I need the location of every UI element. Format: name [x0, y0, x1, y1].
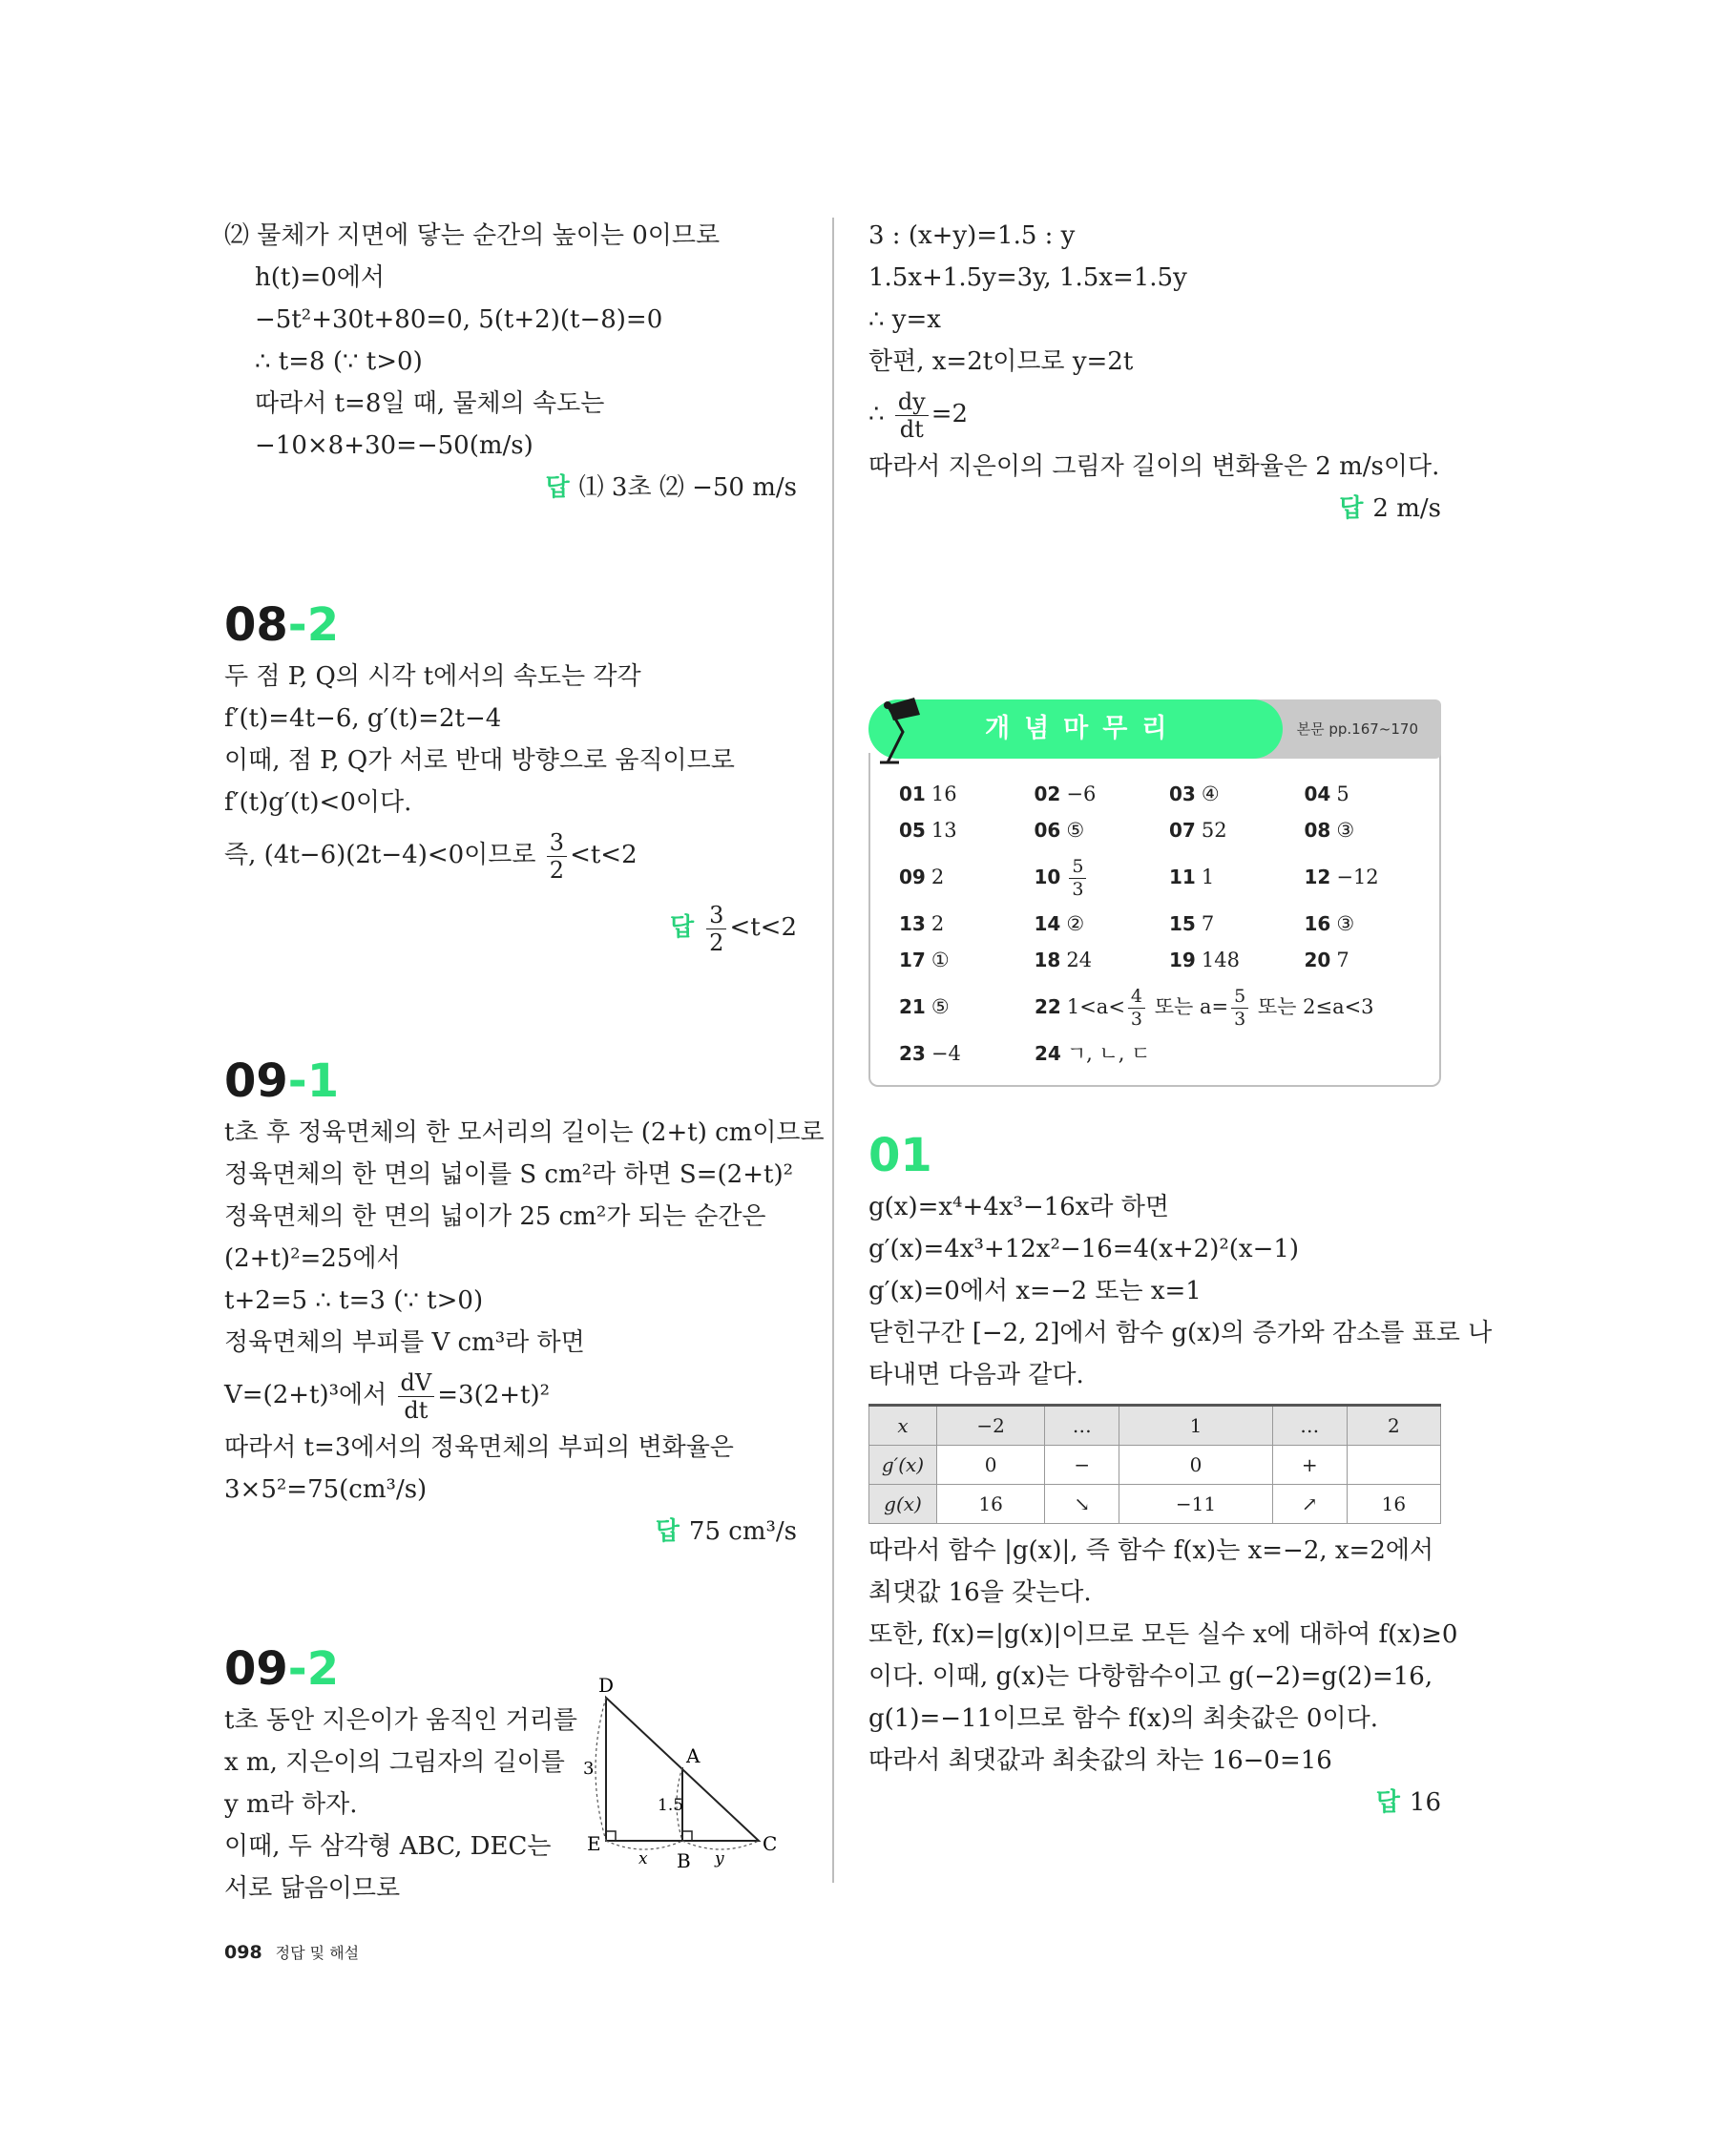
table-cell: − [1045, 1446, 1119, 1485]
text-line: 정육면체의 한 면의 넓이를 S cm²라 하면 S=(2+t)² [224, 1160, 794, 1189]
item-number: 02 [1034, 782, 1061, 805]
summary-item [899, 776, 1035, 812]
answer-line [224, 467, 797, 509]
item-answer: 또는 2≤a<3 [1257, 995, 1374, 1018]
text-line: y m라 하자. [224, 1790, 358, 1819]
text-fragment: 즉, (4t−6)(2t−4)<0이므로 [224, 841, 536, 869]
text-line: x m, 지은이의 그림자의 길이를 [224, 1748, 565, 1777]
answer-mark: 답 [1339, 494, 1364, 523]
fraction [1231, 988, 1248, 1029]
text-line-fraction [868, 383, 1441, 446]
numerator: 3 [547, 831, 567, 857]
table-cell: 0 [937, 1446, 1045, 1485]
label-e: E [587, 1832, 601, 1855]
answer-line [224, 1511, 797, 1553]
section-01 [868, 1125, 1493, 1824]
item-answer: ⑤ [931, 995, 950, 1018]
section-title [868, 1125, 1441, 1186]
summary-item [1169, 848, 1305, 906]
summary-item [1035, 776, 1170, 812]
denominator: 2 [549, 856, 565, 884]
label-height-3: 3 [583, 1759, 595, 1779]
text-line: g(x)=x⁴+4x³−16x라 하면 [868, 1193, 1170, 1221]
summary-row [899, 942, 1439, 978]
text-fragment: V=(2+t)³에서 [224, 1381, 387, 1409]
item-answer: ⑤ [1066, 819, 1085, 842]
denominator: dt [899, 415, 924, 443]
item-number: 06 [1034, 819, 1061, 842]
summary-body [868, 753, 1441, 1087]
text-line: 1.5x+1.5y=3y, 1.5x=1.5y [868, 263, 1187, 292]
fraction [706, 901, 726, 956]
item-number: 16 [1304, 912, 1331, 935]
item-number: 19 [1169, 949, 1196, 971]
table-cell: x [869, 1406, 937, 1446]
item-number: 07 [1169, 819, 1196, 842]
summary-item [899, 978, 1035, 1035]
fraction [547, 828, 567, 884]
text-line: g′(x)=0에서 x=−2 또는 x=1 [868, 1277, 1202, 1305]
answer-text: ⑴ 3초 ⑵ −50 m/s [578, 473, 797, 502]
item-answer: 1<a< [1066, 995, 1125, 1018]
summary-item [1035, 1035, 1170, 1072]
text-line: −10×8+30=−50(m/s) [255, 431, 533, 460]
text-line: 서로 닮음이므로 [224, 1874, 401, 1903]
item-answer: 7 [1201, 912, 1215, 935]
item-answer: 또는 a= [1154, 995, 1229, 1018]
table-cell: 16 [937, 1485, 1045, 1524]
variation-table [868, 1404, 1441, 1524]
answer-text: 16 [1409, 1788, 1441, 1817]
section-number: 09 [224, 1642, 288, 1696]
item-number: 14 [1034, 912, 1061, 935]
item-answer: −4 [931, 1042, 961, 1065]
solution-part-2 [224, 215, 797, 509]
text-line: −5t²+30t+80=0, 5(t+2)(t−8)=0 [255, 305, 663, 334]
section-number: 08 [224, 598, 288, 652]
summary-item [1169, 776, 1305, 812]
item-number: 10 [1034, 866, 1061, 888]
summary-ref: 본문 pp.167~170 [1296, 720, 1418, 738]
summary-row [899, 1035, 1439, 1072]
table-cell: g′(x) [869, 1446, 937, 1485]
page-footer [224, 1941, 359, 1963]
text-line: 정육면체의 한 면의 넓이가 25 cm²가 되는 순간은 [224, 1202, 766, 1231]
summary-item [1035, 812, 1170, 848]
numerator: 5 [1231, 988, 1248, 1009]
item-number: 22 [1035, 995, 1061, 1018]
text-line: 따라서 t=8일 때, 물체의 속도는 [255, 389, 605, 418]
table-cell: 2 [1347, 1406, 1440, 1446]
label-height-1-5: 1.5 [658, 1796, 684, 1815]
answer-text: <t<2 [729, 913, 797, 942]
text-line: 한편, x=2t이므로 y=2t [868, 347, 1134, 376]
table-cell: 16 [1347, 1485, 1440, 1524]
summary-item [1169, 942, 1305, 978]
item-number: 03 [1169, 782, 1196, 805]
text-line: ⑵ 물체가 지면에 닿는 순간의 높이는 0이므로 [224, 221, 721, 250]
item-number: 24 [1035, 1042, 1061, 1065]
table-cell: … [1272, 1406, 1347, 1446]
item-answer: 52 [1201, 819, 1227, 842]
item-answer: ③ [1336, 819, 1355, 842]
section-09-1 [224, 1051, 825, 1553]
text-line: 따라서 함수 |g(x)|, 즉 함수 f(x)는 x=−2, x=2에서 [868, 1536, 1434, 1565]
item-number: 04 [1304, 782, 1331, 805]
table-cell: + [1272, 1446, 1347, 1485]
similar-triangles-figure [577, 1677, 787, 1867]
text-line-fraction [224, 1364, 797, 1427]
text-line-fraction [224, 824, 797, 887]
item-number: 09 [899, 866, 926, 888]
footer-label: 정답 및 해설 [275, 1944, 360, 1962]
item-number: 20 [1304, 949, 1331, 971]
summary-item [899, 942, 1035, 978]
text-line: t초 동안 지은이가 움직인 거리를 [224, 1706, 578, 1735]
text-fragment: ∴ [868, 400, 885, 428]
item-number: 08 [1304, 819, 1331, 842]
numerator: 4 [1128, 988, 1145, 1009]
summary-row [899, 848, 1439, 906]
text-line: (2+t)²=25에서 [224, 1244, 401, 1273]
summary-row [899, 812, 1439, 848]
right-column [868, 215, 1493, 1824]
text-line: t초 후 정육면체의 한 모서리의 길이는 (2+t) cm이므로 [224, 1118, 825, 1147]
text-line: h(t)=0에서 [255, 263, 386, 292]
item-number: 23 [899, 1042, 926, 1065]
numerator: 5 [1069, 858, 1086, 879]
summary-item [1169, 906, 1305, 942]
summary-item [1035, 978, 1416, 1035]
text-line: g′(x)=4x³+12x²−16=4(x+2)²(x−1) [868, 1235, 1300, 1263]
label-a: A [686, 1744, 701, 1767]
label-d: D [598, 1677, 615, 1697]
section-sub: -2 [287, 1642, 340, 1696]
text-line: ∴ y=x [868, 305, 941, 334]
label-b: B [677, 1849, 691, 1867]
text-line: 3 : (x+y)=1.5 : y [868, 221, 1076, 250]
table-row [869, 1446, 1441, 1485]
table-cell: ↘ [1045, 1485, 1119, 1524]
denominator: dt [404, 1396, 429, 1424]
summary-item [1305, 906, 1440, 942]
item-answer: −6 [1066, 782, 1097, 805]
item-answer: ① [931, 949, 950, 971]
item-number: 12 [1304, 866, 1331, 888]
summary-item [899, 812, 1035, 848]
label-x: x [638, 1849, 648, 1867]
summary-item [1035, 906, 1170, 942]
section-08-2 [224, 595, 797, 959]
text-line: 이때, 두 삼각형 ABC, DEC는 [224, 1832, 552, 1861]
item-answer: ④ [1201, 782, 1220, 805]
section-09-2 [224, 1638, 797, 1909]
numerator: dy [895, 390, 929, 416]
item-answer: ③ [1336, 912, 1355, 935]
item-number: 18 [1034, 949, 1061, 971]
summary-item [1305, 776, 1440, 812]
denominator: 2 [709, 928, 724, 956]
table-cell: … [1045, 1406, 1119, 1446]
denominator: 3 [1130, 1009, 1143, 1030]
text-line: ∴ t=8 (∵ t>0) [255, 347, 423, 376]
text-fragment: =2 [931, 400, 969, 428]
table-cell: ↗ [1272, 1485, 1347, 1524]
summary-row [899, 978, 1439, 1035]
text-line: 따라서 최댓값과 최솟값의 차는 16−0=16 [868, 1746, 1332, 1775]
answer-line [868, 488, 1441, 530]
item-answer: ② [1066, 912, 1085, 935]
item-answer: −12 [1336, 866, 1379, 888]
answer-mark: 답 [1375, 1788, 1400, 1817]
text-line: 따라서 t=3에서의 정육면체의 부피의 변화율은 [224, 1433, 734, 1462]
answer-mark: 답 [655, 1517, 680, 1546]
answer-mark: 답 [545, 473, 570, 502]
text-line: t+2=5 ∴ t=3 (∵ t>0) [224, 1286, 484, 1315]
table-row [869, 1406, 1441, 1446]
item-answer: 2 [931, 912, 945, 935]
table-cell: −11 [1119, 1485, 1273, 1524]
table-cell: g(x) [869, 1485, 937, 1524]
fraction [1069, 858, 1086, 899]
summary-item [1305, 942, 1440, 978]
item-number: 01 [899, 782, 926, 805]
item-number: 13 [899, 912, 926, 935]
item-answer: 2 [931, 866, 945, 888]
summary-row [899, 906, 1439, 942]
numerator: dV [398, 1371, 435, 1397]
item-answer: 5 [1336, 782, 1349, 805]
text-line: 이때, 점 P, Q가 서로 반대 방향으로 움직이므로 [224, 746, 735, 775]
denominator: 3 [1234, 1009, 1246, 1030]
text-line: 이다. 이때, g(x)는 다항함수이고 g(−2)=g(2)=16, [868, 1662, 1433, 1691]
fraction [1128, 988, 1145, 1029]
item-answer: 16 [931, 782, 957, 805]
page-number: 098 [224, 1942, 262, 1963]
left-column [224, 215, 825, 1909]
text-fragment: =3(2+t)² [437, 1381, 551, 1409]
lamp-icon [878, 694, 926, 764]
text-line: g(1)=−11이므로 함수 f(x)의 최솟값은 0이다. [868, 1704, 1378, 1733]
item-answer: 148 [1201, 949, 1240, 971]
table-row [869, 1485, 1441, 1524]
answer-mark: 답 [670, 913, 695, 942]
text-line: f′(t)=4t−6, g′(t)=2t−4 [224, 704, 502, 733]
summary-box [868, 699, 1441, 1087]
section-title [224, 595, 797, 656]
fraction [398, 1368, 435, 1424]
text-line: 닫힌구간 [−2, 2]에서 함수 g(x)의 증가와 감소를 표로 나 [868, 1319, 1493, 1347]
denominator: 3 [1072, 879, 1084, 900]
item-answer: 13 [931, 819, 957, 842]
label-y: y [715, 1849, 724, 1867]
section-sub: -1 [287, 1054, 340, 1108]
column-divider [832, 218, 834, 1883]
text-fragment: <t<2 [570, 841, 638, 869]
text-line: 정육면체의 부피를 V cm³라 하면 [224, 1328, 585, 1357]
section-number: 09 [224, 1054, 288, 1108]
fraction [895, 387, 929, 443]
answer-line [224, 896, 797, 959]
answer-line [868, 1782, 1441, 1824]
section-title [224, 1051, 797, 1112]
summary-item [899, 1035, 1035, 1072]
item-answer: ㄱ, ㄴ, ㄷ [1066, 1042, 1151, 1065]
summary-item [1305, 812, 1440, 848]
text-line: f′(t)g′(t)<0이다. [224, 788, 412, 817]
table-cell [1347, 1446, 1440, 1485]
label-c: C [763, 1832, 778, 1855]
text-line: 최댓값 16을 갖는다. [868, 1578, 1092, 1607]
summary-item [1035, 848, 1170, 906]
summary-item [1169, 812, 1305, 848]
text-line: 따라서 지은이의 그림자 길이의 변화율은 2 m/s이다. [868, 452, 1440, 481]
item-number: 15 [1169, 912, 1196, 935]
table-cell: 0 [1119, 1446, 1273, 1485]
item-number: 21 [899, 995, 926, 1018]
item-number: 05 [899, 819, 926, 842]
table-cell: −2 [937, 1406, 1045, 1446]
text-line: 타내면 다음과 같다. [868, 1361, 1084, 1389]
summary-row [899, 776, 1439, 812]
answer-text: 75 cm³/s [688, 1517, 797, 1546]
summary-item [1035, 942, 1170, 978]
item-answer: 7 [1336, 949, 1349, 971]
text-line: 또한, f(x)=|g(x)|이므로 모든 실수 x에 대하여 f(x)≥0 [868, 1620, 1458, 1649]
summary-item [899, 848, 1035, 906]
text-line: 3×5²=75(cm³/s) [224, 1475, 428, 1504]
summary-header [868, 699, 1441, 759]
item-answer: 1 [1201, 866, 1215, 888]
text-line: 두 점 P, Q의 시각 t에서의 속도는 각각 [224, 662, 641, 691]
numerator: 3 [706, 904, 726, 929]
summary-item [1305, 848, 1440, 906]
section-sub: -2 [287, 598, 340, 652]
item-number: 17 [899, 949, 926, 971]
item-number: 11 [1169, 866, 1196, 888]
section-number: 01 [868, 1129, 932, 1182]
summary-title: 개념마무리 [985, 714, 1182, 743]
table-cell: 1 [1119, 1406, 1273, 1446]
item-answer: 24 [1066, 949, 1093, 971]
answer-text: 2 m/s [1372, 494, 1441, 523]
summary-item [899, 906, 1035, 942]
